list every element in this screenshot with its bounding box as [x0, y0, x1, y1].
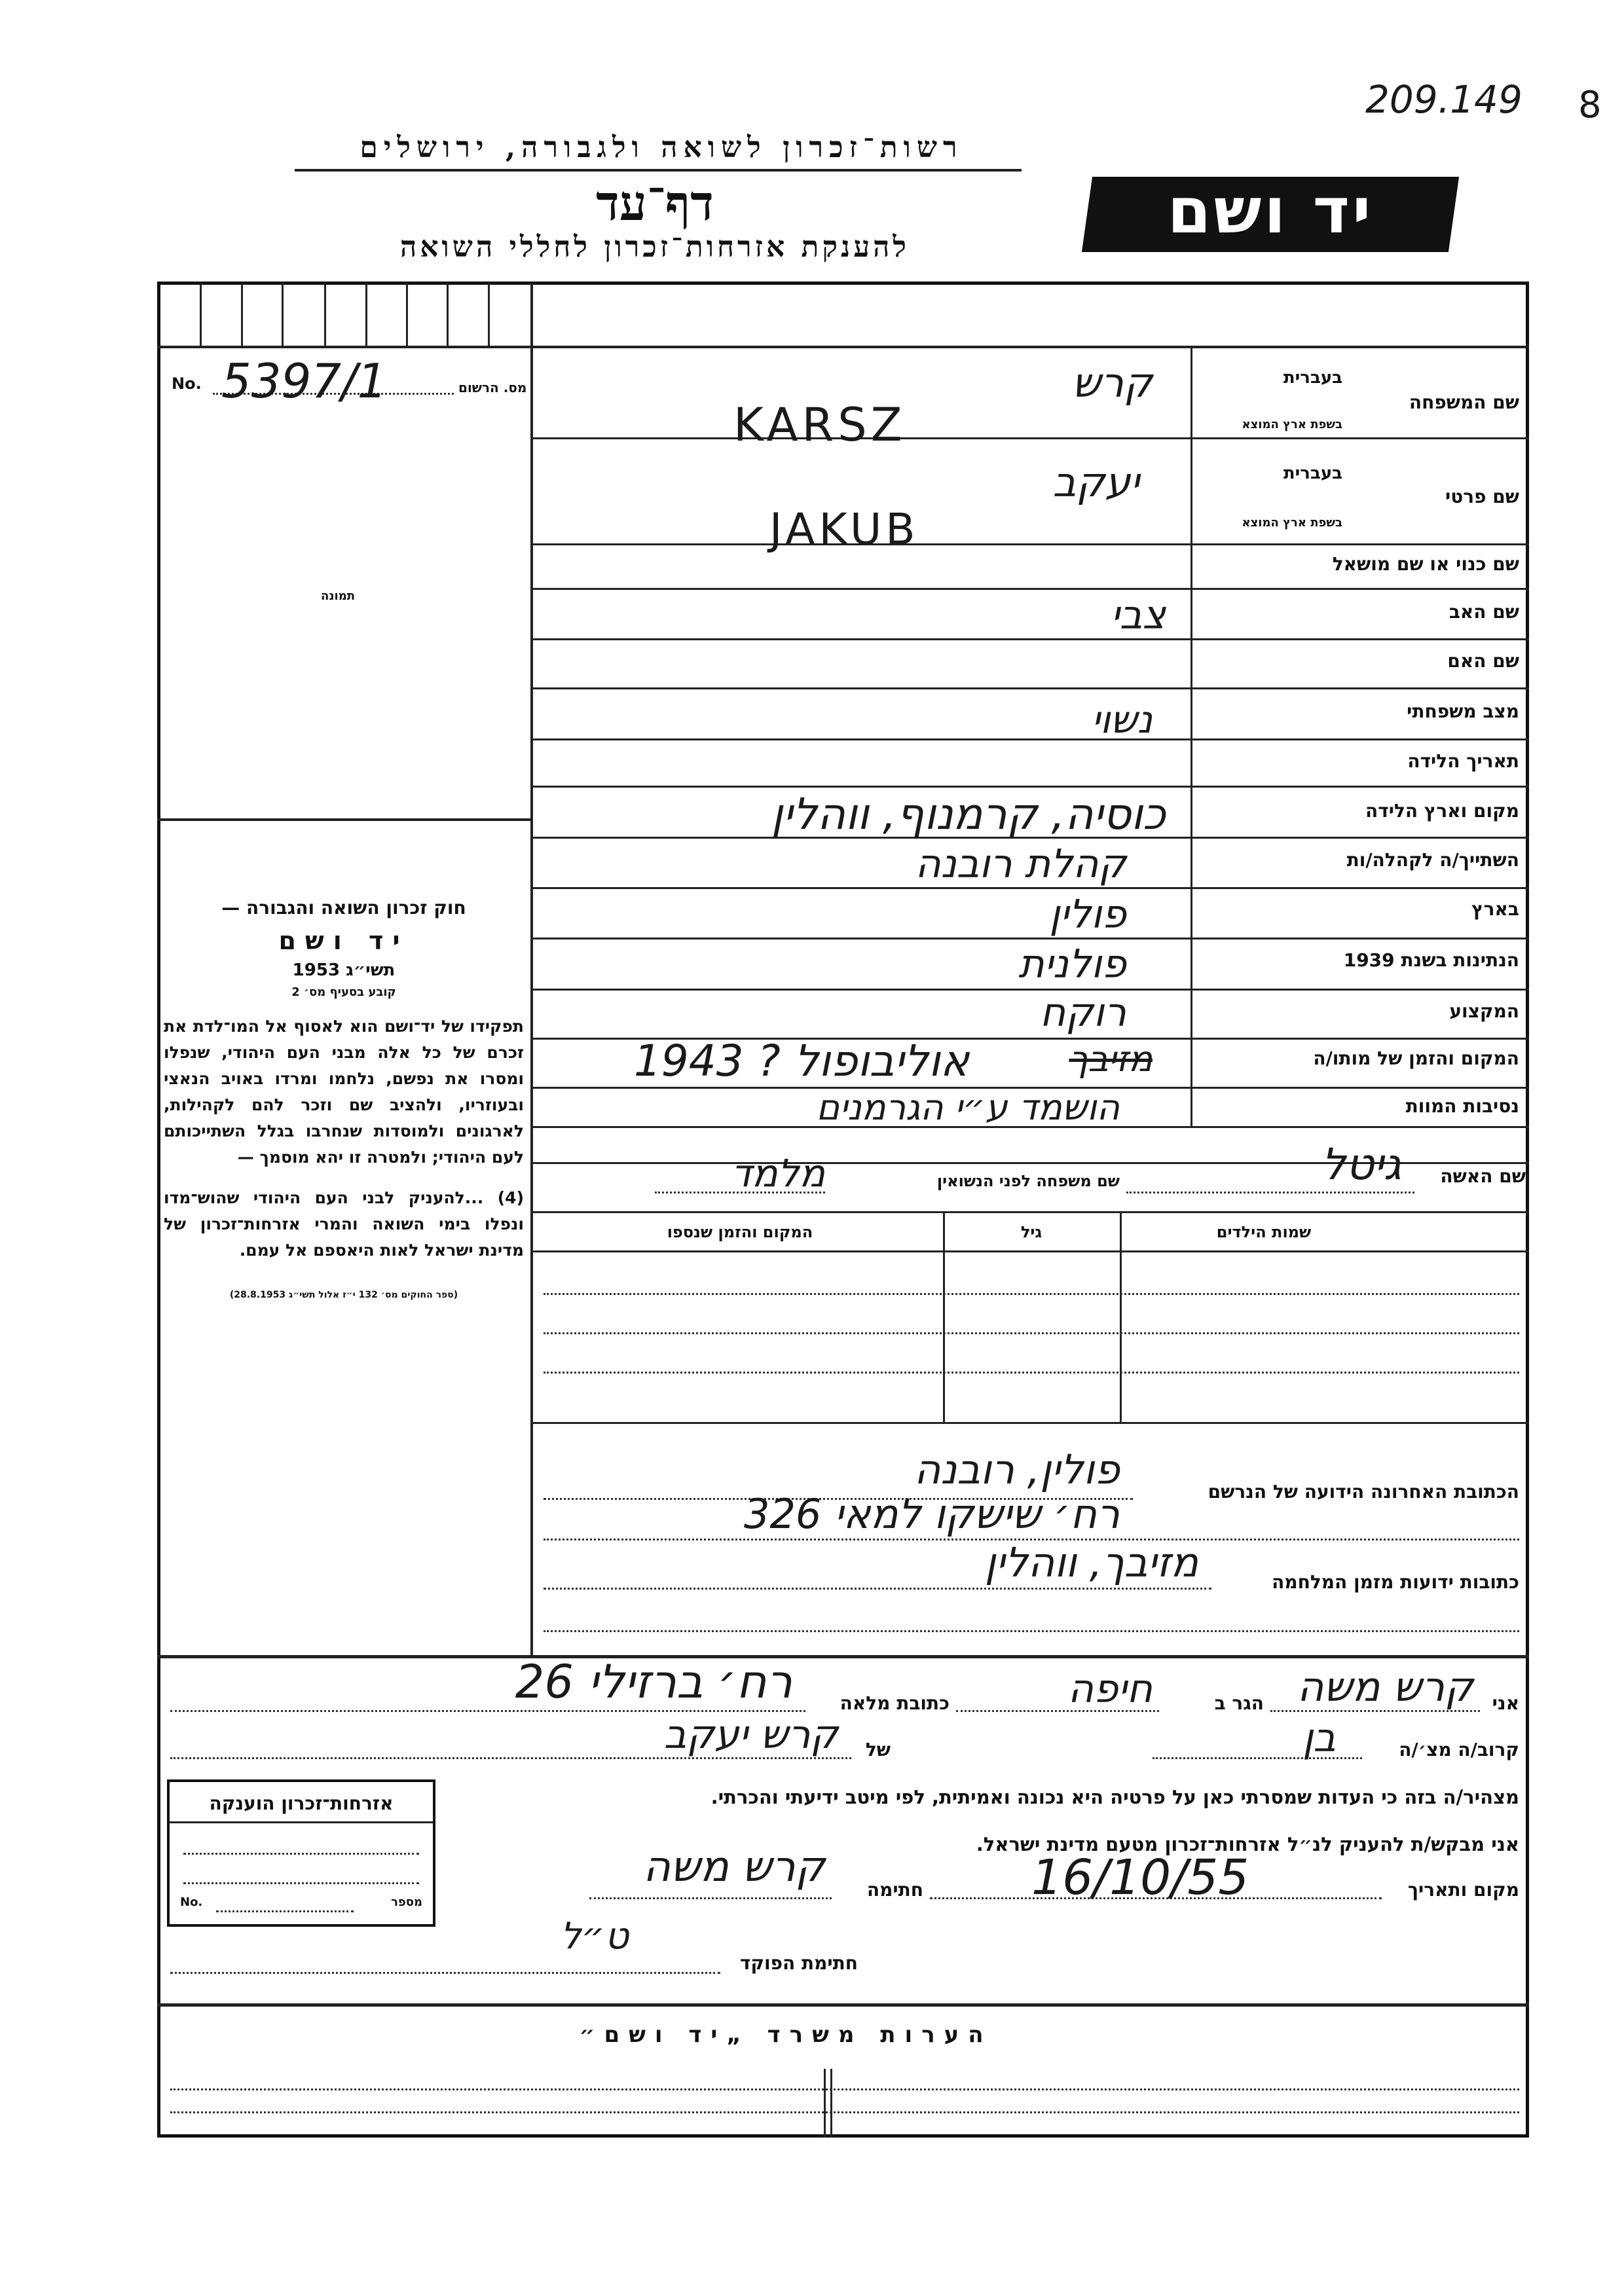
address-label: כתובת מלאה [840, 1692, 950, 1714]
community-value: קהלת רובנה [915, 841, 1126, 887]
document-number: 209.149 [1365, 77, 1522, 122]
community-label: השתייך/ה לקהלה/ות [1346, 849, 1519, 871]
family-name-latin-value: KARSZ [733, 398, 906, 452]
declarant-signature: קרש משה [643, 1843, 825, 1891]
marital-value: נשוי [1091, 697, 1153, 742]
law-source: (ספר החוקים מס׳ 132 י״ז אלול תשי״ג 28.8.1953) [229, 1290, 458, 1300]
war-address-label: כתובות ידועות מזמן המלחמה [1272, 1571, 1519, 1593]
registration-no-label: No. [172, 374, 202, 393]
maiden-label: שם משפחה לפני הנשואין [936, 1172, 1120, 1190]
form-subtitle: להענקת אזרחות־זכרון לחללי השואה [399, 230, 910, 264]
last-address-value-1: פולין, רובנה [913, 1446, 1120, 1493]
of-label: של [865, 1739, 891, 1760]
first-name-latin-value: JAKUB [769, 504, 919, 555]
war-address-value: מזיבך, ווהלין [984, 1539, 1198, 1586]
law-title: חוק זכרון השואה והגבורה — [221, 897, 466, 919]
citizenship-granted-title: אזרחות־זכרון הוענקה [209, 1793, 394, 1814]
declaration-date: 16/10/55 [1031, 1850, 1249, 1906]
death-value: אוליבופול ? 1943 [633, 1036, 969, 1086]
law-text-2: (4) ...להעניק לבני העם היהודי שהוש־מדו ונפלו בימי השואה והמרי אזרחות־זכרון של מדינת ישראל לאות היאספם אל עמם. [164, 1188, 524, 1260]
corner-mark: 8 [1578, 84, 1602, 126]
country-label: בארץ [1471, 898, 1519, 920]
children-names-header: שמות הילדים [1216, 1223, 1312, 1241]
form-title: דף־עד [596, 175, 714, 232]
photo-label: תמונה [321, 589, 356, 603]
death-label: המקום והזמן של מותו/ה [1313, 1048, 1519, 1069]
family-local-label: בשפת ארץ המוצא [1242, 418, 1342, 431]
children-age-header: גיל [1020, 1223, 1043, 1241]
father-value: צבי [1111, 592, 1166, 638]
profession-value: רוקח [1040, 990, 1126, 1036]
relation-label: קרוב/ה מצ׳/ה [1399, 1739, 1519, 1760]
top-strip-line [157, 346, 1529, 348]
officer-signature: ט״ל [560, 1915, 629, 1958]
authority-title: רשות־זכרון לשואה ולגבורה, ירושלים [360, 131, 963, 164]
signature-label: חתימה [866, 1879, 923, 1901]
nickname-label: שם כנוי או שם מושאל [1332, 553, 1519, 575]
resident-label: הגר ב [1214, 1692, 1264, 1714]
i-label: אני [1492, 1692, 1519, 1714]
declarant-address: רח׳ ברזילי 26 [515, 1655, 792, 1709]
profession-label: המקצוע [1449, 1000, 1519, 1022]
circumstances-value: הושמד ע״י הגרמנים [816, 1087, 1120, 1128]
citizenship-number-label: מספר [391, 1895, 422, 1909]
of-name: קרש יעקב [663, 1712, 838, 1758]
registration-value: 5397/1 [221, 354, 388, 409]
maiden-value: מלמד [731, 1151, 825, 1195]
first-hebrew-label: בעברית [1283, 464, 1342, 483]
children-place-header: המקום והזמן שנספו [667, 1223, 813, 1241]
photo-box-bottom [157, 818, 532, 821]
relation-value: בן [1302, 1715, 1336, 1761]
marital-label: מצב משפחתי [1407, 701, 1519, 722]
label-column-divider [1190, 347, 1192, 1126]
first-name-label: שם פרטי [1445, 486, 1519, 507]
law-clause: קובע בסעיף מס׳ 2 [291, 985, 396, 999]
office-notes-title: הערות משרד „יד ושם״ [579, 2022, 993, 2048]
death-struck-value: מזיבך [1069, 1038, 1153, 1080]
first-local-label: בשפת ארץ המוצא [1242, 516, 1342, 530]
declarant-name: קרש משה [1297, 1663, 1473, 1711]
authority-underline [295, 169, 1022, 172]
place-date-label: מקום ותאריך [1407, 1879, 1519, 1901]
citizenship-value: פולנית [1018, 941, 1126, 987]
birth-place-label: מקום וארץ הלידה [1365, 800, 1519, 822]
first-name-hebrew-value: יעקב [1052, 458, 1139, 506]
declarant-city: חיפה [1067, 1666, 1153, 1712]
family-hebrew-label: בעברית [1283, 368, 1342, 388]
request-text: אני מבקש/ת להעניק לנ״ל אזרחות־זכרון מטעם מדינת ישראל. [976, 1833, 1519, 1855]
law-text-1: תפקידו של יד־ושם הוא לאסוף אל המו־לדת את זכרם של כל אלה מבני העם היהודי, שנפלו ומסרו את נפשם, נלחמו ומרדו באויב הנאצי ובעוזריו, ולהציב שם וזכר להם לקהילות, לארגונים ולמוסדות שנחרבו בגלל השתייכותם לעם היהודי; ולמטרה זו יהא מוסמך — [164, 1017, 524, 1167]
law-block [164, 897, 524, 1300]
law-year: תשי״ג 1953 [292, 960, 396, 980]
birth-date-label: תאריך הלידה [1407, 750, 1519, 772]
circumstances-label: נסיבות המוות [1405, 1095, 1519, 1117]
left-column-divider [530, 283, 533, 1656]
citizenship-label: הנתינות בשנת 1939 [1343, 949, 1519, 971]
citizenship-no-label: No. [180, 1895, 203, 1909]
wife-label: שם האשה [1440, 1165, 1526, 1187]
declaration-text: מצהיר/ה בזה כי העדות שמסרתי כאן על פרטיה היא נכונה ואמיתית, לפי מיטב ידיעתי והכרתי. [710, 1786, 1519, 1808]
birth-place-value: כוסיה, קרמנוף, ווהלין [771, 789, 1166, 839]
family-name-hebrew-value: קרש [1072, 359, 1153, 407]
officer-label: חתימת הפוקד [739, 1952, 858, 1974]
logo-text: יד ושם [1167, 174, 1374, 247]
office-notes-top [157, 2003, 1529, 2007]
country-value: פולין [1049, 892, 1126, 938]
mother-label: שם האם [1447, 650, 1519, 672]
family-name-label: שם המשפחה [1409, 392, 1519, 413]
wife-value: גיטל [1321, 1139, 1401, 1190]
registration-label: מס. הרשום [458, 380, 527, 395]
last-address-label: הכתובת האחרונה הידועה של הנרשם [1208, 1481, 1519, 1503]
father-label: שם האב [1449, 601, 1519, 623]
last-address-value-2: רח׳ שישקו למאי 326 [744, 1490, 1120, 1538]
law-name: יד ושם [278, 926, 409, 955]
